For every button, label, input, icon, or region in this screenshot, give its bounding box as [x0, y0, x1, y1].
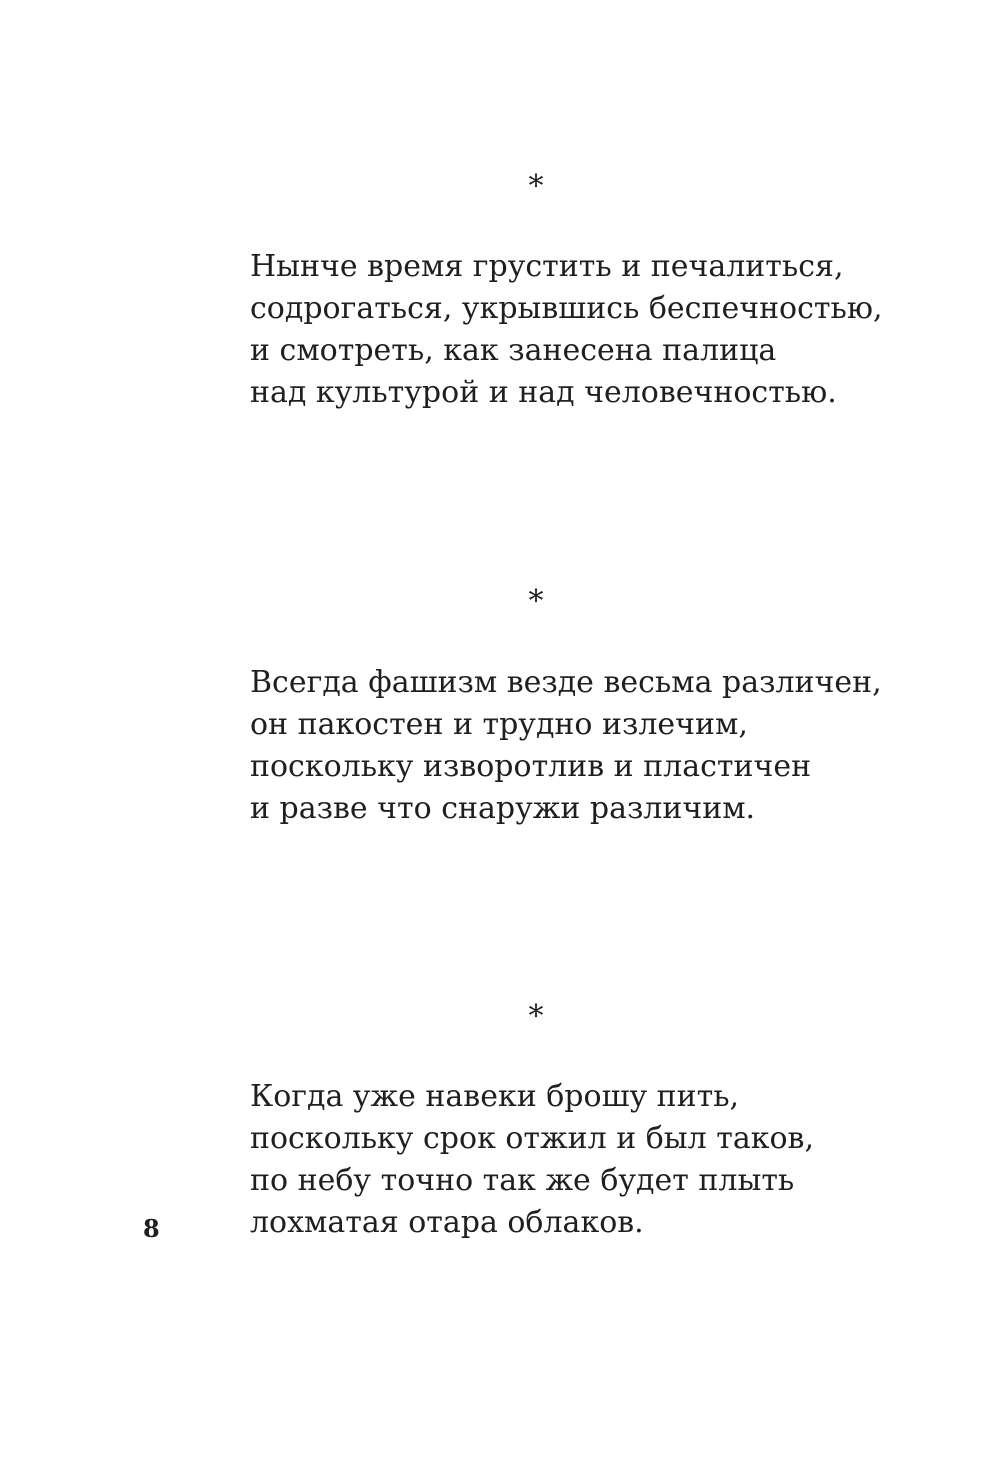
poem-1-line-1: Нынче время грустить и печалиться,: [250, 249, 844, 284]
poem-2-line-1: Всегда фашизм везде весьма различен,: [250, 665, 882, 700]
poem-3-separator: *: [528, 999, 544, 1034]
poem-2-stanza: [250, 662, 882, 830]
poem-3-stanza: [250, 1076, 814, 1244]
poem-1-separator: *: [528, 169, 544, 204]
poem-3-line-2: поскольку срок отжил и был таков,: [250, 1121, 814, 1156]
poem-3-line-1: Когда уже навеки брошу пить,: [250, 1079, 740, 1114]
poem-1-line-2: содрогаться, укрывшись беспечностью,: [250, 291, 883, 326]
poem-1-line-4: над культурой и над человечностью.: [250, 375, 837, 410]
poem-3-line-4: лохматая отара облаков.: [250, 1205, 644, 1240]
poem-2-separator: *: [528, 584, 544, 619]
poem-2-line-4: и разве что снаружи различим.: [250, 791, 756, 826]
page-number: 8: [143, 1214, 160, 1243]
poem-1-stanza: [250, 246, 883, 414]
poem-2-line-2: он пакостен и трудно излечим,: [250, 707, 748, 742]
poem-2-line-3: поскольку изворотлив и пластичен: [250, 749, 812, 784]
poem-3-line-3: по небу точно так же будет плыть: [250, 1163, 795, 1198]
poem-1-line-3: и смотреть, как занесена палица: [250, 333, 777, 368]
